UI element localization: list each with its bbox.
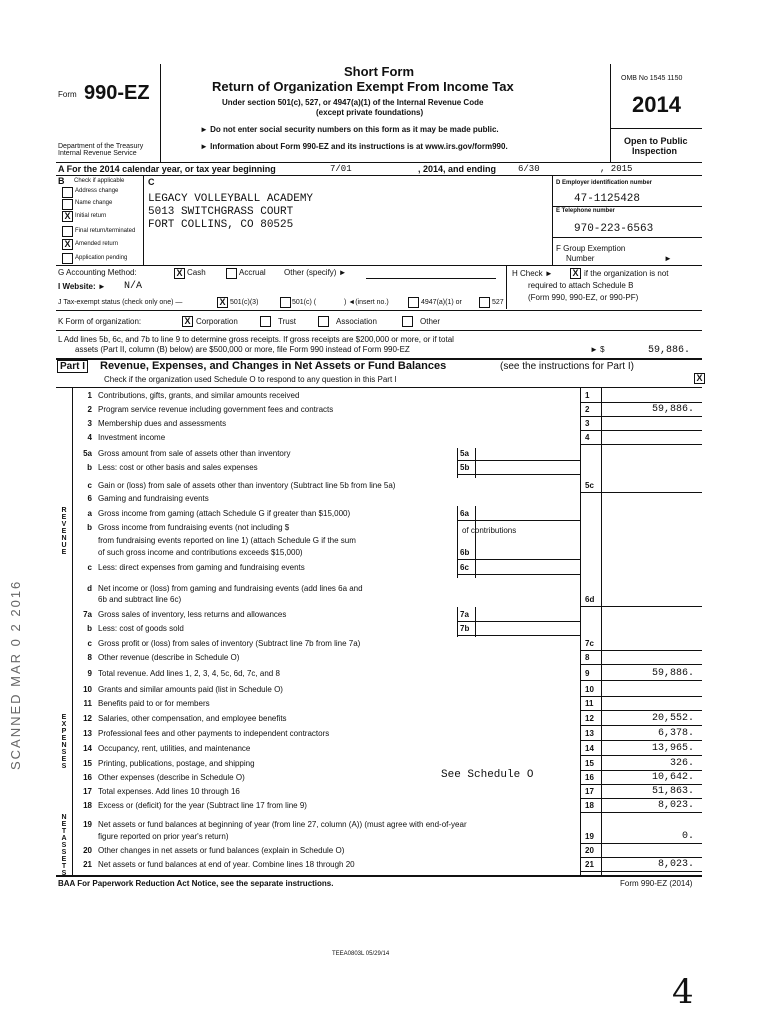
corporation-label: Corporation <box>196 317 238 326</box>
org-name: LEGACY VOLLEYBALL ACADEMY <box>148 193 314 205</box>
schedule-b-text: if the organization is not <box>584 269 669 278</box>
line-amount: 59,886. <box>651 404 694 415</box>
line-description: Gain or (loss) from sale of assets other than inventory (Subtract line 5b from line 5a) <box>98 481 396 490</box>
net-assets-side-label: NETASSETS <box>61 814 67 877</box>
line-description: Gross profit or (loss) from sales of inventory (Subtract line 7b from line 7a) <box>98 639 361 648</box>
info-notice: ► Information about Form 990-EZ and its instructions is at www.irs.gov/form990. <box>200 142 508 151</box>
line-number: b <box>87 463 92 472</box>
line-box-label: 12 <box>585 714 594 723</box>
line-amount: 326. <box>669 758 694 769</box>
line-number: 12 <box>83 714 92 723</box>
line-description: Other expenses (describe in Schedule O) <box>98 773 245 782</box>
line-description: Other revenue (describe in Schedule O) <box>98 653 240 662</box>
line-number: 18 <box>83 801 92 810</box>
line-description: Less: cost of goods sold <box>98 624 184 633</box>
trust-label: Trust <box>278 317 296 326</box>
line-box-label: 20 <box>585 846 594 855</box>
line-number: 11 <box>83 699 92 708</box>
schedule-b-check-label: H Check ► <box>512 269 553 278</box>
org-address: 5013 SWITCHGRASS COURT <box>148 206 294 218</box>
revenue-side-label: REVENUE <box>61 507 67 556</box>
line-number: 10 <box>83 685 92 694</box>
address-change-label: Address change <box>75 188 119 194</box>
schedule-o-checkbox[interactable]: X <box>694 373 705 384</box>
schedule-b-checkbox[interactable]: X <box>570 268 581 279</box>
line-box-label: 7c <box>585 639 594 648</box>
line-number: a <box>87 509 92 518</box>
line-l-text-2: assets (Part II, column (B) below) are $500,000 or more, file Form 990 instead of Form 990-EZ <box>75 345 410 354</box>
line-number: 7a <box>83 610 92 619</box>
line-description: Gross amount from sale of assets other than inventory <box>98 449 291 458</box>
ein-label: D Employer identification number <box>556 180 653 186</box>
line-box-label: 8 <box>585 653 590 662</box>
initial-return-checkbox[interactable]: X <box>62 211 73 222</box>
line-number: 14 <box>83 744 92 753</box>
line-box-label: 13 <box>585 729 594 738</box>
line-number: 1 <box>87 391 92 400</box>
form-subtitle-2: (except private foundations) <box>316 108 424 117</box>
tax-year-label: A For the 2014 calendar year, or tax year beginning <box>58 164 276 174</box>
form-number: 990-EZ <box>84 82 150 104</box>
line-description: of such gross income and contributions exceeds $15,000) <box>98 548 303 557</box>
final-return-checkbox[interactable] <box>62 226 73 237</box>
4947-label: 4947(a)(1) or <box>421 299 462 306</box>
line-box-label: 5c <box>585 481 594 490</box>
line-number: c <box>87 481 92 490</box>
corporation-checkbox[interactable]: X <box>182 316 193 327</box>
website-label: I Website: ► <box>58 282 106 291</box>
line-description: Investment income <box>98 433 166 442</box>
line-l-text: L Add lines 5b, 6c, and 7b to line 9 to determine gross receipts. If gross receipts are $200,000 or more, or if total <box>58 335 454 344</box>
cash-checkbox[interactable]: X <box>174 268 185 279</box>
tax-year-end: 6/30 <box>518 164 540 174</box>
line-description: Net income or (loss) from gaming and fundraising events (add lines 6a and <box>98 584 363 593</box>
501c3-checkbox[interactable]: X <box>217 297 228 308</box>
line-number: c <box>87 563 92 572</box>
ein-value: 47-1125428 <box>574 193 641 205</box>
line-description: Total expenses. Add lines 10 through 16 <box>98 787 240 796</box>
line-description: Contributions, gifts, grants, and similar amounts received <box>98 391 300 400</box>
line-box-label: 4 <box>585 433 590 442</box>
line-description: Net assets or fund balances at beginning of year (from line 27, column (A)) (must agree with end-of-year <box>98 820 467 829</box>
line-description: Benefits paid to or for members <box>98 699 210 708</box>
line-amount: 59,886. <box>651 668 694 679</box>
line-number: 19 <box>83 820 92 829</box>
line-description: Professional fees and other payments to independent contractors <box>98 729 330 738</box>
line-number: c <box>87 639 92 648</box>
other-method-label: Other (specify) ► <box>284 268 347 277</box>
form-subtitle: Under section 501(c), 527, or 4947(a)(1) of the Internal Revenue Code <box>222 98 484 107</box>
line-number: 20 <box>83 846 92 855</box>
website-value: N/A <box>124 281 143 292</box>
line-description: Less: direct expenses from gaming and fundraising events <box>98 563 305 572</box>
line-description: 6b and subtract line 6c) <box>98 595 182 604</box>
line-description: Printing, publications, postage, and shipping <box>98 759 255 768</box>
ssn-notice: ► Do not enter social security numbers on this form as it may be made public. <box>200 125 499 134</box>
group-exemption-number-label: Number <box>566 254 595 263</box>
amended-return-label: Amended return <box>75 241 119 247</box>
dept-label: Department of the Treasury <box>58 143 144 150</box>
line-description: Net assets or fund balances at end of year. Combine lines 18 through 20 <box>98 860 355 869</box>
section-b-label: B <box>58 176 65 186</box>
name-change-label: Name change <box>75 200 113 206</box>
line-description: Gaming and fundraising events <box>98 494 209 503</box>
line-box-label: 3 <box>585 419 590 428</box>
other-org-checkbox[interactable] <box>402 316 413 327</box>
part-i-tag: Part I <box>57 360 88 373</box>
association-label: Association <box>336 317 377 326</box>
line-description: Excess or (deficit) for the year (Subtract line 17 from line 9) <box>98 801 307 810</box>
other-org-label: Other <box>420 317 441 326</box>
501c-checkbox[interactable] <box>280 297 291 308</box>
line-box-label: 2 <box>585 405 590 414</box>
group-exemption-label: F Group Exemption <box>556 244 626 253</box>
line-amount: 6,378. <box>657 728 694 739</box>
name-change-checkbox[interactable] <box>62 199 73 210</box>
line-description: Gross income from gaming (attach Schedule G if greater than $15,000) <box>98 509 351 518</box>
final-return-label: Final return/terminated <box>75 228 136 234</box>
form-title: Return of Organization Exempt From Income Tax <box>212 79 514 94</box>
omb-number: OMB No 1545 1150 <box>621 75 683 82</box>
line-amount: 13,965. <box>651 743 694 754</box>
phone-value: 970-223-6563 <box>574 223 654 235</box>
line-number: 16 <box>83 773 92 782</box>
line-number: 15 <box>83 759 92 768</box>
schedule-b-text-3: (Form 990, 990-EZ, or 990-PF) <box>528 293 639 302</box>
line-number: 8 <box>87 653 92 662</box>
line-number: d <box>87 584 92 593</box>
tax-year-mid: , 2014, and ending <box>418 164 497 174</box>
527-checkbox[interactable] <box>479 297 490 308</box>
line-box-label: 10 <box>585 685 594 694</box>
line-box-label: 19 <box>585 832 594 841</box>
line-number: 13 <box>83 729 92 738</box>
line-box-label: 16 <box>585 773 594 782</box>
gross-receipts-amount: 59,886. <box>647 345 690 356</box>
tax-year-begin: 7/01 <box>330 164 352 174</box>
line-amount: 20,552. <box>651 713 694 724</box>
see-schedule-o: See Schedule O <box>441 769 534 781</box>
application-pending-label: Application pending <box>75 255 128 261</box>
line-description: figure reported on prior year's return) <box>98 832 229 841</box>
tax-year: 2014 <box>632 92 681 117</box>
expenses-side-label: EXPENSES <box>61 714 67 770</box>
527-label: 527 <box>492 299 504 306</box>
line-box-label: 15 <box>585 759 594 768</box>
line-amount: 0. <box>681 831 694 842</box>
line-description: Less: cost or other basis and sales expenses <box>98 463 258 472</box>
org-city: FORT COLLINS, CO 80525 <box>148 219 294 231</box>
line-number: 2 <box>87 405 92 414</box>
line-box-label: 9 <box>585 669 590 678</box>
line-box-label: 21 <box>585 860 594 869</box>
accounting-method-label: G Accounting Method: <box>58 268 137 277</box>
line-description: Other changes in net assets or fund balances (explain in Schedule O) <box>98 846 345 855</box>
line-amount: 51,863. <box>651 786 694 797</box>
form-footer-ref: Form 990-EZ (2014) <box>620 879 693 888</box>
line-description: Total revenue. Add lines 1, 2, 3, 4, 5c, 6d, 7c, and 8 <box>98 669 280 678</box>
line-amount: 8,023. <box>657 859 694 870</box>
line-box-label: 1 <box>585 391 590 400</box>
baa-notice: BAA For Paperwork Reduction Act Notice, see the separate instructions. <box>58 879 334 888</box>
cash-label: Cash <box>187 268 206 277</box>
trust-checkbox[interactable] <box>260 316 271 327</box>
check-applicable: Check if applicable <box>74 178 125 184</box>
association-checkbox[interactable] <box>318 316 329 327</box>
address-change-checkbox[interactable] <box>62 187 73 198</box>
line-description: Gross income from fundraising events (not including $ <box>98 523 290 532</box>
line-box-label: 11 <box>585 699 594 708</box>
501c3-label: 501(c)(3) <box>230 299 259 306</box>
page-mark: 4 <box>672 972 694 1012</box>
line-number: 6 <box>87 494 92 503</box>
line-box-label: 7a <box>460 610 469 619</box>
line-description: Grants and similar amounts paid (list in Schedule O) <box>98 685 283 694</box>
line-box-label: 17 <box>585 787 594 796</box>
part-i-title: Revenue, Expenses, and Changes in Net Assets or Fund Balances <box>100 360 447 372</box>
line-number: 17 <box>83 787 92 796</box>
tax-year-end-year: , 2015 <box>600 164 633 174</box>
part-i-title-2: (see the instructions for Part I) <box>500 361 634 372</box>
insert-no-label: ) ◄(insert no.) <box>344 299 389 306</box>
line-box-label: 6b <box>460 548 470 557</box>
form-prefix: Form <box>58 90 77 99</box>
line-description: Gross sales of inventory, less returns and allowances <box>98 610 287 619</box>
group-exemption-arrow: ► <box>664 254 672 263</box>
line-description: Membership dues and assessments <box>98 419 227 428</box>
line-description: Occupancy, rent, utilities, and maintenance <box>98 744 251 753</box>
irs-label: Internal Revenue Service <box>58 150 137 157</box>
accrual-checkbox[interactable] <box>226 268 237 279</box>
schedule-b-text-2: required to attach Schedule B <box>528 281 634 290</box>
line-box-label: 6a <box>460 509 469 518</box>
schedule-o-check-label: Check if the organization used Schedule O to respond to any question in this Part I <box>104 375 397 384</box>
line-number: 4 <box>87 433 92 442</box>
amended-return-checkbox[interactable]: X <box>62 239 73 250</box>
of-contributions-label: of contributions <box>462 526 517 535</box>
phone-label: E Telephone number <box>556 208 615 214</box>
line-number: 21 <box>83 860 92 869</box>
line-number: 9 <box>87 669 92 678</box>
line-number: 5a <box>83 449 92 458</box>
line-description: Program service revenue including government fees and contracts <box>98 405 334 414</box>
501c-label: 501(c) ( <box>292 299 317 306</box>
accrual-label: Accrual <box>239 268 266 277</box>
line-amount: 10,642. <box>651 772 694 783</box>
scanned-stamp: SCANNED MAR 0 2 2016 <box>8 579 23 770</box>
line-description: Salaries, other compensation, and employee benefits <box>98 714 287 723</box>
line-box-label: 5b <box>460 463 470 472</box>
line-box-label: 7b <box>460 624 470 633</box>
line-number: b <box>87 523 92 532</box>
line-box-label: 14 <box>585 744 594 753</box>
form-code: TEEA0803L 05/29/14 <box>332 951 390 957</box>
line-amount: 8,023. <box>657 800 694 811</box>
line-box-label: 6d <box>585 595 595 604</box>
section-c-label: C <box>148 177 155 187</box>
line-number: b <box>87 624 92 633</box>
line-description: from fundraising events reported on line 1) (attach Schedule G if the sum <box>98 536 356 545</box>
form-of-org-label: K Form of organization: <box>58 317 142 326</box>
inspection-label: Inspection <box>632 146 678 156</box>
short-form-label: Short Form <box>344 64 415 79</box>
line-box-label: 18 <box>585 801 594 810</box>
line-number: 3 <box>87 419 92 428</box>
application-pending-checkbox[interactable] <box>62 253 73 264</box>
line-box-label: 5a <box>460 449 469 458</box>
open-public-label: Open to Public <box>624 136 688 146</box>
line-box-label: 6c <box>460 563 469 572</box>
line-l-arrow: ► $ <box>590 345 605 354</box>
4947-checkbox[interactable] <box>408 297 419 308</box>
initial-return-label: Initial return <box>75 213 107 219</box>
tax-exempt-label: J Tax-exempt status (check only one) — <box>58 299 183 306</box>
